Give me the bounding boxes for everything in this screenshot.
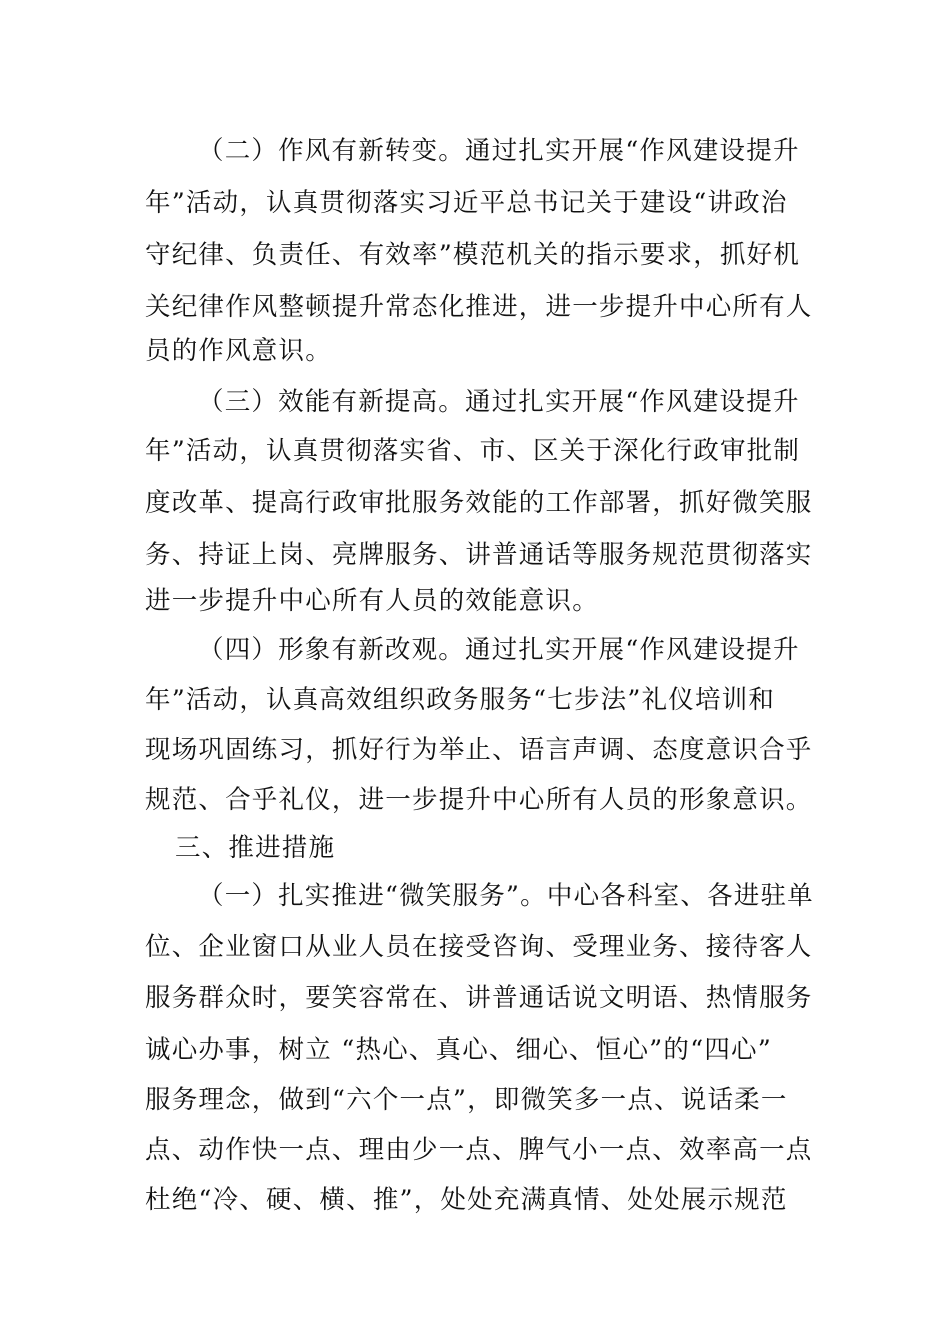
text-line: 杜绝“冷、硬、横、推”，处处充满真情、处处展示规范 [145, 1185, 788, 1215]
text-line: 务、持证上岗、亮牌服务、讲普通话等服务规范贯彻落实 [145, 540, 813, 570]
section-heading: 三、推进措施 [175, 833, 336, 863]
text-line: 年”活动，认真贯彻落实省、市、区关于深化行政审批制 [145, 436, 801, 466]
text-line: 诚心办事，树立 “热心、真心、细心、恒心”的“四心” [145, 1035, 772, 1065]
text-line: 进一步提升中心所有人员的效能意识。 [145, 586, 599, 616]
text-line: 员的作风意识。 [145, 336, 332, 366]
text-line: （二）作风有新转变。通过扎实开展“作风建设提升 [198, 136, 800, 166]
text-line: 点、动作快一点、理由少一点、脾气小一点、效率高一点 [145, 1135, 813, 1165]
text-line: 服务理念，做到“六个一点”，即微笑多一点、说话柔一 [145, 1085, 788, 1115]
text-line: 年”活动，认真高效组织政务服务“七步法”礼仪培训和 [145, 685, 776, 715]
text-line: 规范、合乎礼仪，进一步提升中心所有人员的形象意识。 [145, 785, 813, 815]
text-line: 守纪律、负责任、有效率”模范机关的指示要求，抓好机 [145, 240, 801, 270]
text-line: （四）形象有新改观。通过扎实开展“作风建设提升 [198, 635, 800, 665]
text-line: 关纪律作风整顿提升常态化推进，进一步提升中心所有人 [145, 292, 813, 322]
text-line: （三）效能有新提高。通过扎实开展“作风建设提升 [198, 387, 800, 417]
text-line: 年”活动，认真贯彻落实习近平总书记关于建设“讲政治 [145, 188, 788, 218]
text-line: 度改革、提高行政审批服务效能的工作部署，抓好微笑服 [145, 488, 813, 518]
text-line: 位、企业窗口从业人员在接受咨询、受理业务、接待客人 [145, 932, 813, 962]
text-line: 服务群众时，要笑容常在、讲普通话说文明语、热情服务 [145, 983, 813, 1013]
text-line: （一）扎实推进“微笑服务”。中心各科室、各进驻单 [198, 881, 814, 911]
text-line: 现场巩固练习，抓好行为举止、语言声调、态度意识合乎 [145, 735, 813, 765]
